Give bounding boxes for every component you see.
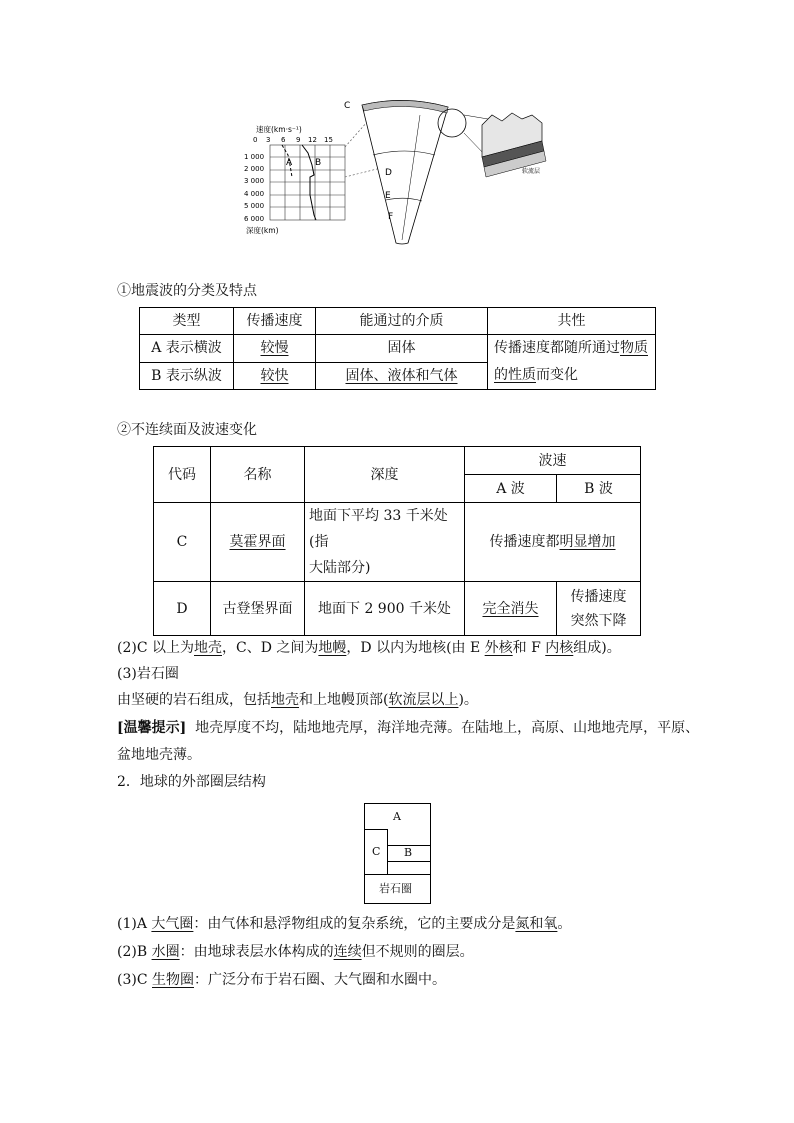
asthenosphere-label: 软流层 xyxy=(522,168,541,175)
cell-wave-c: 传播速度都明显增加 xyxy=(465,503,641,582)
wave-b-curve xyxy=(302,145,316,220)
curve-label-b: B xyxy=(315,158,322,168)
tip-label: [温馨提示] xyxy=(117,720,187,736)
section1-heading: ①地震波的分类及特点 xyxy=(117,283,257,299)
table-row xyxy=(140,308,656,335)
speed-grid xyxy=(270,145,345,220)
atmosphere-line: (1)A 大气圈：由气体和悬浮物组成的复杂系统，它的主要成分是氮和氧。 xyxy=(117,916,572,932)
depth-tick-1000: 1 000 xyxy=(244,153,265,161)
layer-label-d: D xyxy=(385,168,392,178)
cell-speed-b: 较快 xyxy=(260,367,289,384)
depth-axis-label: 深度(km) xyxy=(246,226,279,235)
hydrosphere-line: (2)B 水圈：由地球表层水体构成的连续但不规则的圈层。 xyxy=(117,944,474,960)
para-layers: (2)C 以上为地壳，C、D 之间为地幔，D 以内为地核(由 E 外核和 F 内核组成)。 xyxy=(117,640,621,656)
cell-code-c: C xyxy=(154,503,211,582)
diagram-ground-line xyxy=(365,874,430,875)
depth-tick-4000: 4 000 xyxy=(244,190,265,198)
earth-interior-figure xyxy=(230,95,560,250)
cell-medium-b: 固体、液体和气体 xyxy=(345,367,458,384)
speed-tick-3: 9 xyxy=(296,136,301,144)
depth-tick-5000: 5 000 xyxy=(244,202,265,210)
cell-b-d: 传播速度 突然下降 xyxy=(557,582,641,636)
diagram-label-lithosphere: 岩石圈 xyxy=(379,882,412,895)
curve-label-a: A xyxy=(286,158,293,168)
speed-tick-2: 6 xyxy=(281,136,286,144)
cell-name-d: 古登堡界面 xyxy=(211,582,305,636)
header-type: 类型 xyxy=(140,308,234,335)
layer-label-c: C xyxy=(344,101,351,111)
seismic-wave-table xyxy=(139,307,656,390)
cell-type-b: B 表示纵波 xyxy=(140,362,234,390)
depth-tick-2000: 2 000 xyxy=(244,165,265,173)
diagram-label-a: A xyxy=(393,810,401,823)
cell-a-d: 完全消失 xyxy=(482,600,539,617)
cell-depth-d: 地面下 2 900 千米处 xyxy=(305,582,465,636)
tip-line-2: 盆地地壳薄。 xyxy=(117,747,201,763)
header-code: 代码 xyxy=(154,447,211,503)
header-common: 共性 xyxy=(488,308,656,335)
table-row xyxy=(154,447,641,475)
speed-axis-label: 速度(km·s⁻¹) xyxy=(256,125,302,134)
tip-line-1: [温馨提示] 地壳厚度不均，陆地地壳厚，海洋地壳薄。在陆地上，高原、山地地壳厚，平原、 xyxy=(117,720,700,736)
header-depth: 深度 xyxy=(305,447,465,503)
speed-tick-4: 12 xyxy=(308,136,317,144)
header-wave: 波速 xyxy=(465,447,641,475)
para-lithosphere: 由坚硬的岩石组成，包括地壳和上地幔顶部(软流层以上)。 xyxy=(117,692,478,708)
layer-label-e: E xyxy=(385,191,391,201)
header-speed: 传播速度 xyxy=(234,308,316,335)
cell-common: 传播速度都随所通过物质 的性质而变化 xyxy=(488,335,656,390)
table-row xyxy=(154,582,641,636)
depth-tick-6000: 6 000 xyxy=(244,215,265,223)
header-a-wave: A 波 xyxy=(465,475,557,503)
lithosphere-heading: (3)岩石圈 xyxy=(117,666,179,682)
cell-medium-a: 固体 xyxy=(316,335,488,363)
layer-label-f: F xyxy=(388,212,394,222)
header-name: 名称 xyxy=(211,447,305,503)
cell-depth-c: 地面下平均 33 千米处(指 大陆部分) xyxy=(305,503,465,582)
speed-tick-5: 15 xyxy=(324,136,333,144)
part2-heading: 2．地球的外部圈层结构 xyxy=(117,774,266,790)
table-row xyxy=(140,335,656,363)
outer-layers-diagram xyxy=(364,803,431,904)
section2-heading: ②不连续面及波速变化 xyxy=(117,422,257,438)
speed-tick-0: 0 xyxy=(253,136,258,144)
earth-wedge xyxy=(362,100,448,244)
diagram-label-b: B xyxy=(404,846,413,859)
discontinuity-table xyxy=(153,446,641,636)
header-b-wave: B 波 xyxy=(557,475,641,503)
header-medium: 能通过的介质 xyxy=(316,308,488,335)
cell-name-c: 莫霍界面 xyxy=(229,534,286,550)
table-row xyxy=(154,503,641,582)
biosphere-line: (3)C 生物圈：广泛分布于岩石圈、大气圈和水圈中。 xyxy=(117,972,446,988)
depth-tick-3000: 3 000 xyxy=(244,177,265,185)
cell-code-d: D xyxy=(154,582,211,636)
cell-type-a: A 表示横波 xyxy=(140,335,234,363)
speed-tick-1: 3 xyxy=(266,136,271,144)
cell-speed-a: 较慢 xyxy=(260,340,289,357)
diagram-label-c: C xyxy=(372,845,381,858)
